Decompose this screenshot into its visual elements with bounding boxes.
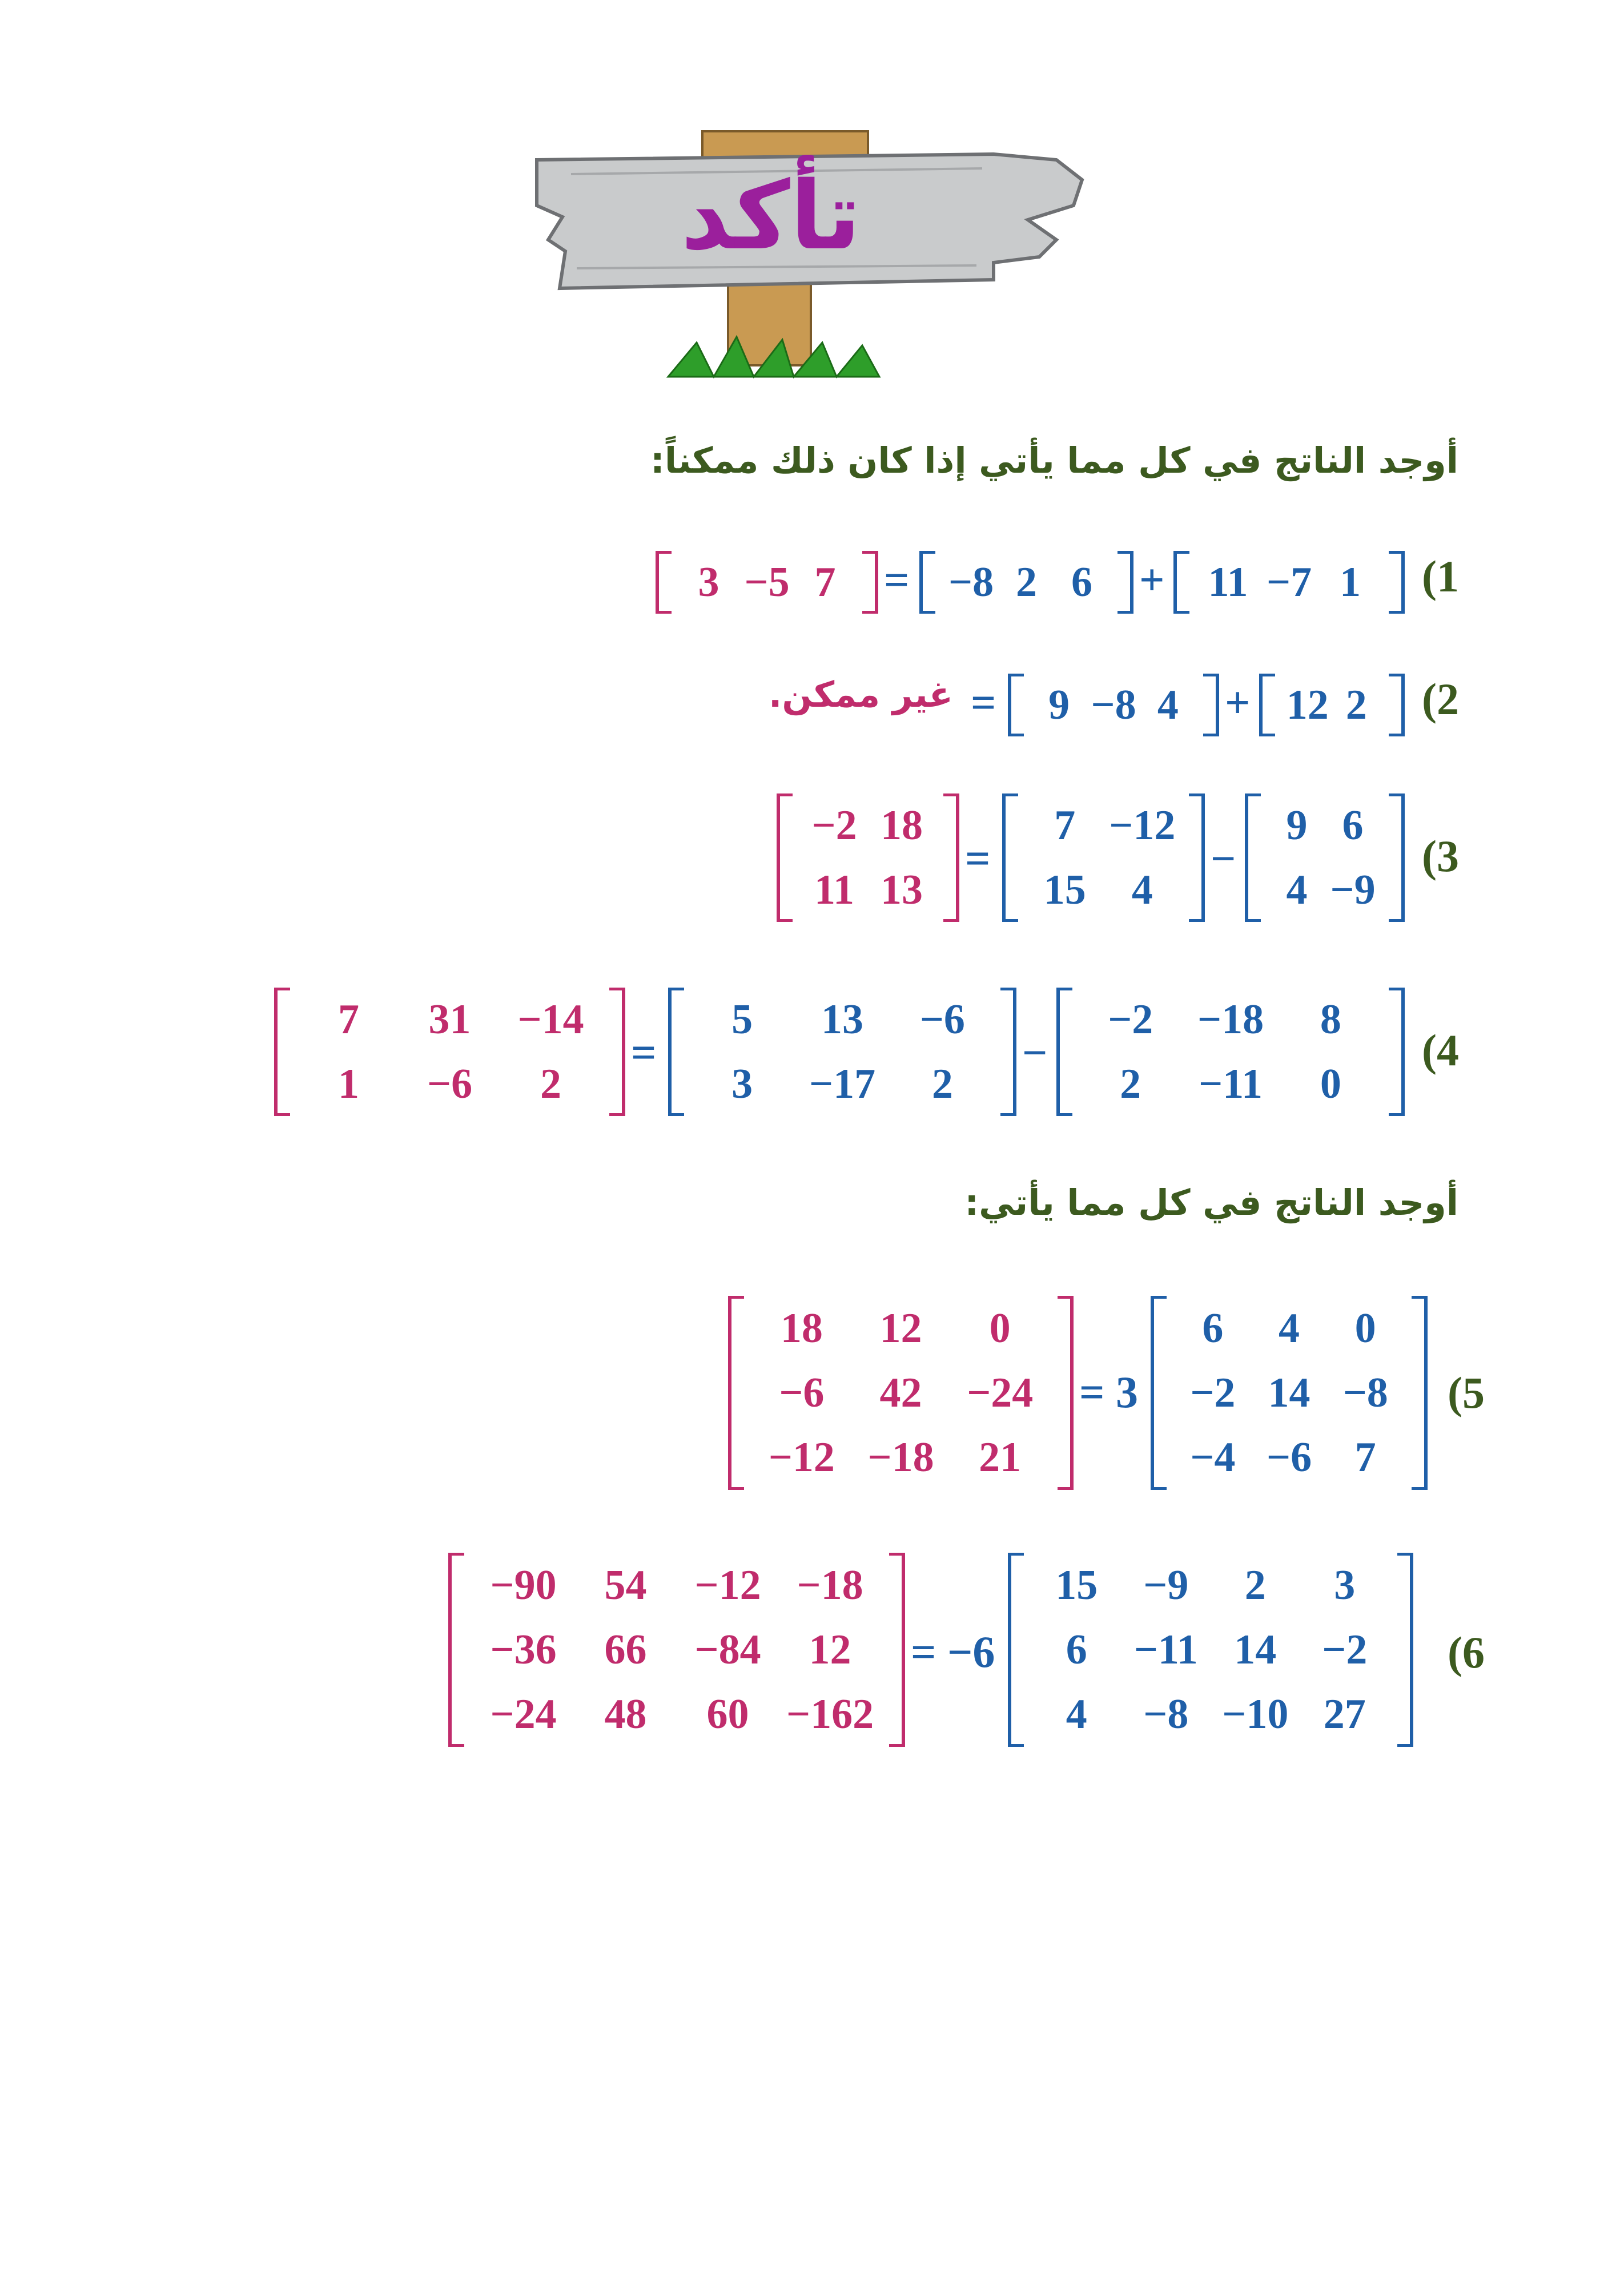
matrix-cell: 2 (540, 1060, 561, 1107)
problem-5-label: (5 (1448, 1368, 1485, 1417)
bracket-left (777, 793, 793, 922)
matrix-cell: −24 (490, 1691, 557, 1738)
problem-5-matrix (1151, 1296, 1428, 1490)
bracket-right (609, 988, 625, 1116)
matrix-cell: 2 (1120, 1060, 1141, 1107)
bracket-right (1389, 988, 1405, 1116)
matrix-cell: −8 (1342, 1369, 1388, 1416)
matrix-cell: −6 (779, 1369, 825, 1416)
matrix-cell: 31 (428, 996, 471, 1044)
matrix-cell: 54 (604, 1561, 647, 1609)
matrix-cell: −5 (744, 559, 790, 606)
matrix-cell: −14 (517, 996, 584, 1044)
plus-sign: + (1139, 555, 1165, 605)
matrix-cell: −9 (1143, 1561, 1189, 1609)
matrix-cell: −12 (1109, 802, 1176, 849)
matrix-cell: −6 (919, 996, 965, 1044)
matrix-cell: 7 (1354, 1434, 1376, 1481)
matrix-cell: 21 (979, 1434, 1022, 1481)
bracket-left (1008, 1553, 1024, 1747)
bracket-right (1412, 1296, 1428, 1490)
matrix-cell: 2 (1016, 559, 1037, 606)
problem-3-label: (3 (1422, 831, 1459, 881)
equals-sign: = (971, 678, 996, 727)
matrix-cell: −24 (967, 1369, 1034, 1416)
matrix-cell: 4 (1157, 682, 1179, 728)
matrix-cell: 3 (698, 559, 719, 606)
bracket-right (1203, 674, 1219, 736)
equals-sign: = (965, 833, 991, 883)
bracket-left (1056, 988, 1072, 1116)
matrix-cell: 6 (1342, 802, 1364, 849)
problem-5-result (728, 1296, 1074, 1490)
bracket-left (668, 988, 684, 1116)
matrix-cell: −162 (786, 1691, 874, 1738)
matrix-cell: −4 (1190, 1434, 1236, 1481)
problem-3-matrix-a (1245, 793, 1405, 922)
bracket-left (1151, 1296, 1167, 1490)
matrix-cell: 15 (1043, 866, 1086, 913)
bracket-right (943, 793, 959, 922)
problem-4-result (274, 988, 625, 1116)
bracket-left (1173, 551, 1189, 614)
matrix-cell: −18 (1197, 996, 1264, 1044)
scalar-factor: = −6 (911, 1627, 995, 1677)
problem-4-matrix-a (1056, 988, 1405, 1116)
bracket-left (656, 551, 672, 614)
matrix-cell: −11 (1133, 1626, 1198, 1673)
matrix-cell: 18 (780, 1304, 823, 1352)
bracket-right (1389, 551, 1405, 614)
matrix-cell: 7 (1054, 802, 1076, 849)
bracket-left (919, 551, 935, 614)
problem-4-label: (4 (1422, 1025, 1459, 1075)
matrix-cell: 0 (989, 1304, 1011, 1352)
matrix-cell: 11 (1208, 559, 1248, 606)
bracket-left (1245, 793, 1261, 922)
matrix-cell: 9 (1286, 802, 1308, 849)
matrix-cell: 11 (814, 866, 854, 913)
problem-4-matrix-b (668, 988, 1016, 1116)
problem-1-matrix-a (1173, 551, 1405, 614)
matrix-cell: 15 (1055, 1561, 1098, 1609)
matrix-cell: 6 (1071, 559, 1092, 606)
bracket-left (728, 1296, 744, 1490)
problem-6-matrix (1008, 1553, 1413, 1747)
matrix-cell: 14 (1234, 1626, 1277, 1673)
problem-2-label: (2 (1422, 674, 1459, 724)
matrix-cell: 2 (1244, 1561, 1266, 1609)
bracket-left (1259, 674, 1275, 736)
matrix-cell: 6 (1066, 1626, 1087, 1673)
matrix-cell: 3 (1334, 1561, 1356, 1609)
bracket-right (1117, 551, 1133, 614)
matrix-cell: 2 (931, 1060, 953, 1107)
matrix-cell: −90 (490, 1561, 557, 1609)
matrix-cell: −36 (490, 1626, 557, 1673)
matrix-cell: 4 (1286, 866, 1308, 913)
bracket-left (274, 988, 290, 1116)
matrix-cell: −18 (867, 1434, 934, 1481)
problem-3-matrix-b (1002, 793, 1205, 922)
bracket-right (1397, 1553, 1413, 1747)
matrix-cell: −84 (694, 1626, 761, 1673)
matrix-cell: −2 (1322, 1626, 1368, 1673)
problem-2-matrix-b (1008, 674, 1219, 736)
matrix-cell: −11 (1198, 1060, 1263, 1107)
minus-sign: − (1022, 1028, 1048, 1077)
sign-illustration (525, 126, 1096, 388)
matrix-cell: 13 (881, 866, 923, 913)
matrix-cell: 7 (338, 996, 359, 1044)
matrix-cell: −8 (1091, 682, 1136, 728)
matrix-cell: −12 (768, 1434, 835, 1481)
matrix-cell: 14 (1268, 1369, 1311, 1416)
matrix-cell: 2 (1345, 682, 1367, 728)
matrix-cell: −8 (1143, 1691, 1189, 1738)
matrix-cell: −6 (427, 1060, 473, 1107)
bracket-right (889, 1553, 905, 1747)
bracket-right (862, 551, 878, 614)
minus-sign: − (1211, 833, 1236, 883)
problem-1-result (656, 551, 878, 614)
matrix-cell: −8 (948, 559, 994, 606)
matrix-cell: 5 (731, 996, 753, 1044)
bracket-left (1002, 793, 1018, 922)
bracket-right (1389, 793, 1405, 922)
matrix-cell: 60 (706, 1691, 749, 1738)
matrix-cell: 3 (731, 1060, 753, 1107)
matrix-cell: 12 (879, 1304, 922, 1352)
matrix-cell: −9 (1330, 866, 1376, 913)
plus-sign: + (1225, 678, 1251, 727)
matrix-cell: −2 (1108, 996, 1153, 1044)
problem-6-label: (6 (1448, 1628, 1485, 1677)
problem-3-result (777, 793, 959, 922)
instruction-addition: أوجد الناتج في كل مما يأتي إذا كان ذلك ممكناً: (650, 440, 1458, 481)
matrix-cell: 4 (1066, 1691, 1087, 1738)
matrix-cell: 12 (1286, 682, 1329, 728)
matrix-cell: −2 (811, 802, 857, 849)
sign-word: تأكد (681, 161, 861, 271)
matrix-cell: 9 (1048, 682, 1070, 728)
matrix-cell: 13 (821, 996, 863, 1044)
matrix-cell: −17 (809, 1060, 876, 1107)
matrix-cell: 4 (1131, 866, 1153, 913)
matrix-cell: −6 (1266, 1434, 1312, 1481)
problem-2-matrix-a (1259, 674, 1405, 736)
bracket-left (448, 1553, 464, 1747)
scalar-factor: = 3 (1079, 1367, 1138, 1417)
problem-2-result: غير ممكن. (768, 674, 953, 715)
matrix-cell: −18 (797, 1561, 863, 1609)
matrix-cell: 48 (604, 1691, 647, 1738)
matrix-cell: 7 (814, 559, 836, 606)
instruction-scalar: أوجد الناتج في كل مما يأتي: (964, 1182, 1458, 1223)
bracket-right (1058, 1296, 1074, 1490)
matrix-cell: 42 (879, 1369, 922, 1416)
equals-sign: = (884, 555, 910, 605)
matrix-cell: 1 (1340, 559, 1361, 606)
bracket-right (1389, 674, 1405, 736)
matrix-cell: 0 (1320, 1060, 1341, 1107)
matrix-cell: 1 (338, 1060, 359, 1107)
problem-1-matrix-b (919, 551, 1133, 614)
equals-sign: = (631, 1028, 657, 1077)
matrix-cell: −10 (1222, 1691, 1289, 1738)
matrix-cell: 0 (1354, 1304, 1376, 1352)
matrix-cell: 6 (1202, 1304, 1224, 1352)
matrix-cell: 12 (809, 1626, 851, 1673)
matrix-cell: −12 (694, 1561, 761, 1609)
matrix-cell: −2 (1190, 1369, 1236, 1416)
matrix-cell: 8 (1320, 996, 1341, 1044)
bracket-right (1189, 793, 1205, 922)
bracket-left (1008, 674, 1024, 736)
bracket-right (1000, 988, 1016, 1116)
matrix-cell: 27 (1323, 1691, 1366, 1738)
problem-1-label: (1 (1422, 551, 1459, 601)
problem-6-result (448, 1553, 905, 1747)
matrix-cell: 18 (881, 802, 923, 849)
matrix-cell: −7 (1266, 559, 1312, 606)
matrix-cell: 66 (604, 1626, 647, 1673)
matrix-cell: 4 (1279, 1304, 1300, 1352)
